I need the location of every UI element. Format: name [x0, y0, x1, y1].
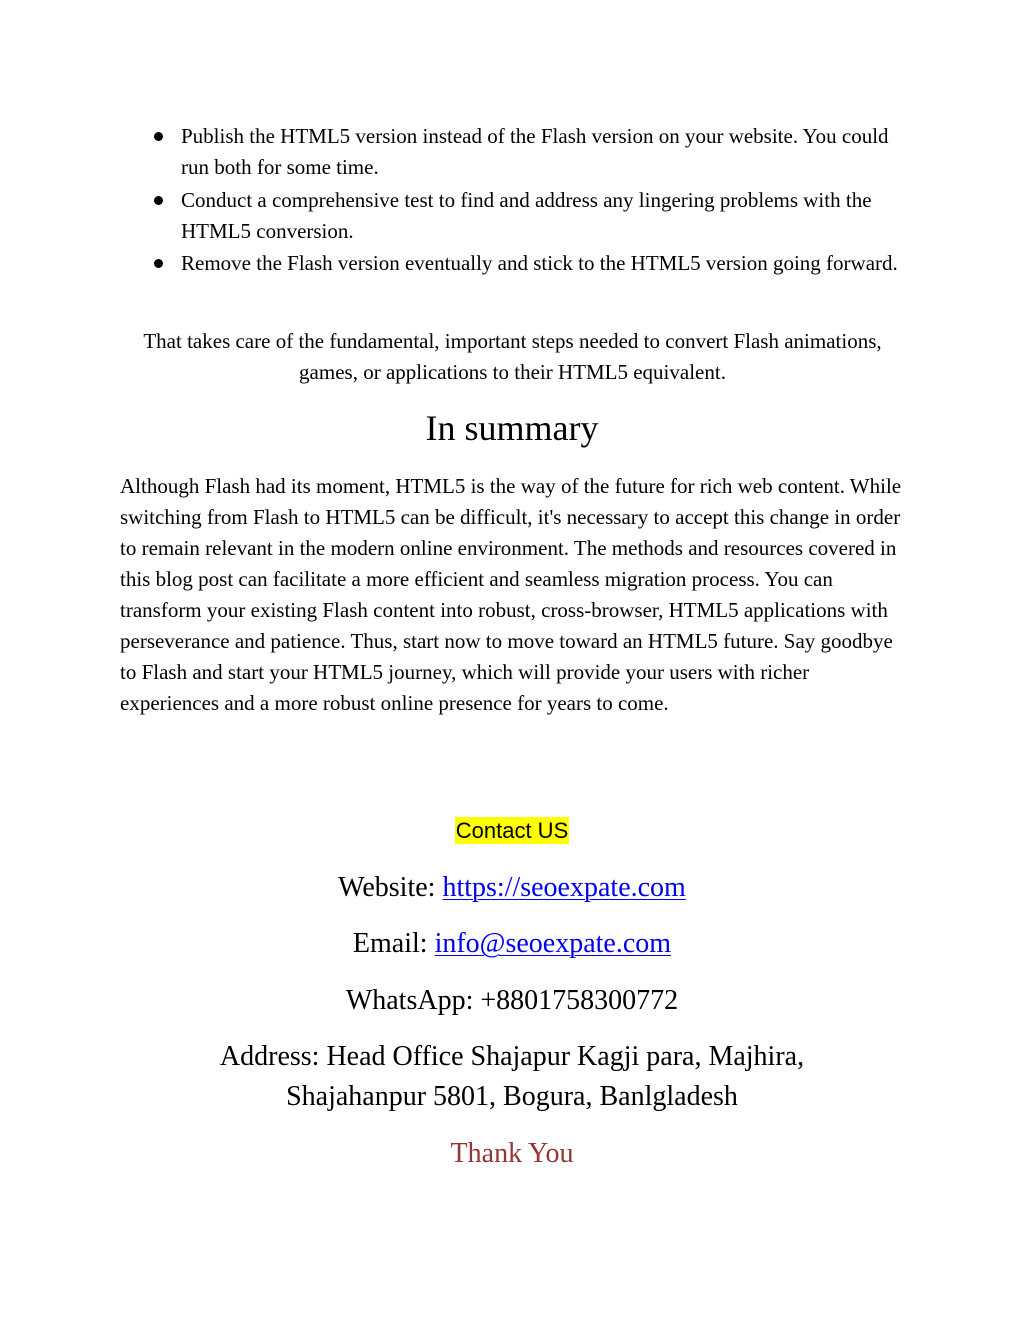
bullet-dot-icon — [154, 259, 163, 268]
bullet-item — [120, 121, 910, 183]
email-label: Email: — [352, 928, 435, 959]
summary-heading: In summary — [425, 408, 599, 448]
address-line-1: Address: Head Office Shajapur Kagji para, Majhira, — [219, 1041, 805, 1072]
steps-bullet-list — [120, 121, 910, 281]
email-line — [0, 924, 1024, 964]
bullet-text: Remove the Flash version eventually and stick to the HTML5 version going forward. — [181, 251, 898, 275]
bullet-text: Conduct a comprehensive test to find and address any lingering problems with the HTML5 conversion. — [181, 187, 872, 243]
bullet-dot-icon — [154, 196, 163, 205]
summary-paragraph: Although Flash had its moment, HTML5 is the way of the future for rich web content. While switching from Flash to HTML5 can be difficult, it's necessary to accept this change in order to remain relevant in the modern online environment. The methods and resources covered in this blog post can facilitate a more efficient and seamless migration process. You can transform your existing Flash content into robust, cross-browser, HTML5 applications with perseverance and patience. Thus, start now to move toward an HTML5 future. Say goodbye to Flash and start your HTML5 journey, which will provide your users with richer experiences and a more robust online presence for years to come. — [120, 474, 902, 715]
bullet-item — [120, 248, 910, 279]
intro-paragraph: That takes care of the fundamental, important steps needed to convert Flash animations, games, or applications to their HTML5 equivalent. — [143, 329, 882, 384]
contact-heading-row — [0, 815, 1024, 847]
bullet-dot-icon — [154, 132, 163, 141]
whatsapp-line: WhatsApp: +8801758300772 — [345, 985, 679, 1016]
bullet-text: Publish the HTML5 version instead of the Flash version on your website. You could run both for some time. — [181, 124, 889, 179]
contact-heading: Contact US — [455, 818, 569, 843]
website-link[interactable]: https://seoexpate.com — [442, 872, 686, 903]
website-label: Website: — [338, 872, 443, 903]
email-link[interactable]: info@seoexpate.com — [434, 928, 672, 959]
bullet-item — [120, 185, 910, 247]
address-block — [0, 1037, 1024, 1117]
thank-you-text: Thank You — [450, 1138, 574, 1169]
address-line-2: Shajahanpur 5801, Bogura, Banlgladesh — [286, 1081, 738, 1112]
website-line — [0, 868, 1024, 908]
